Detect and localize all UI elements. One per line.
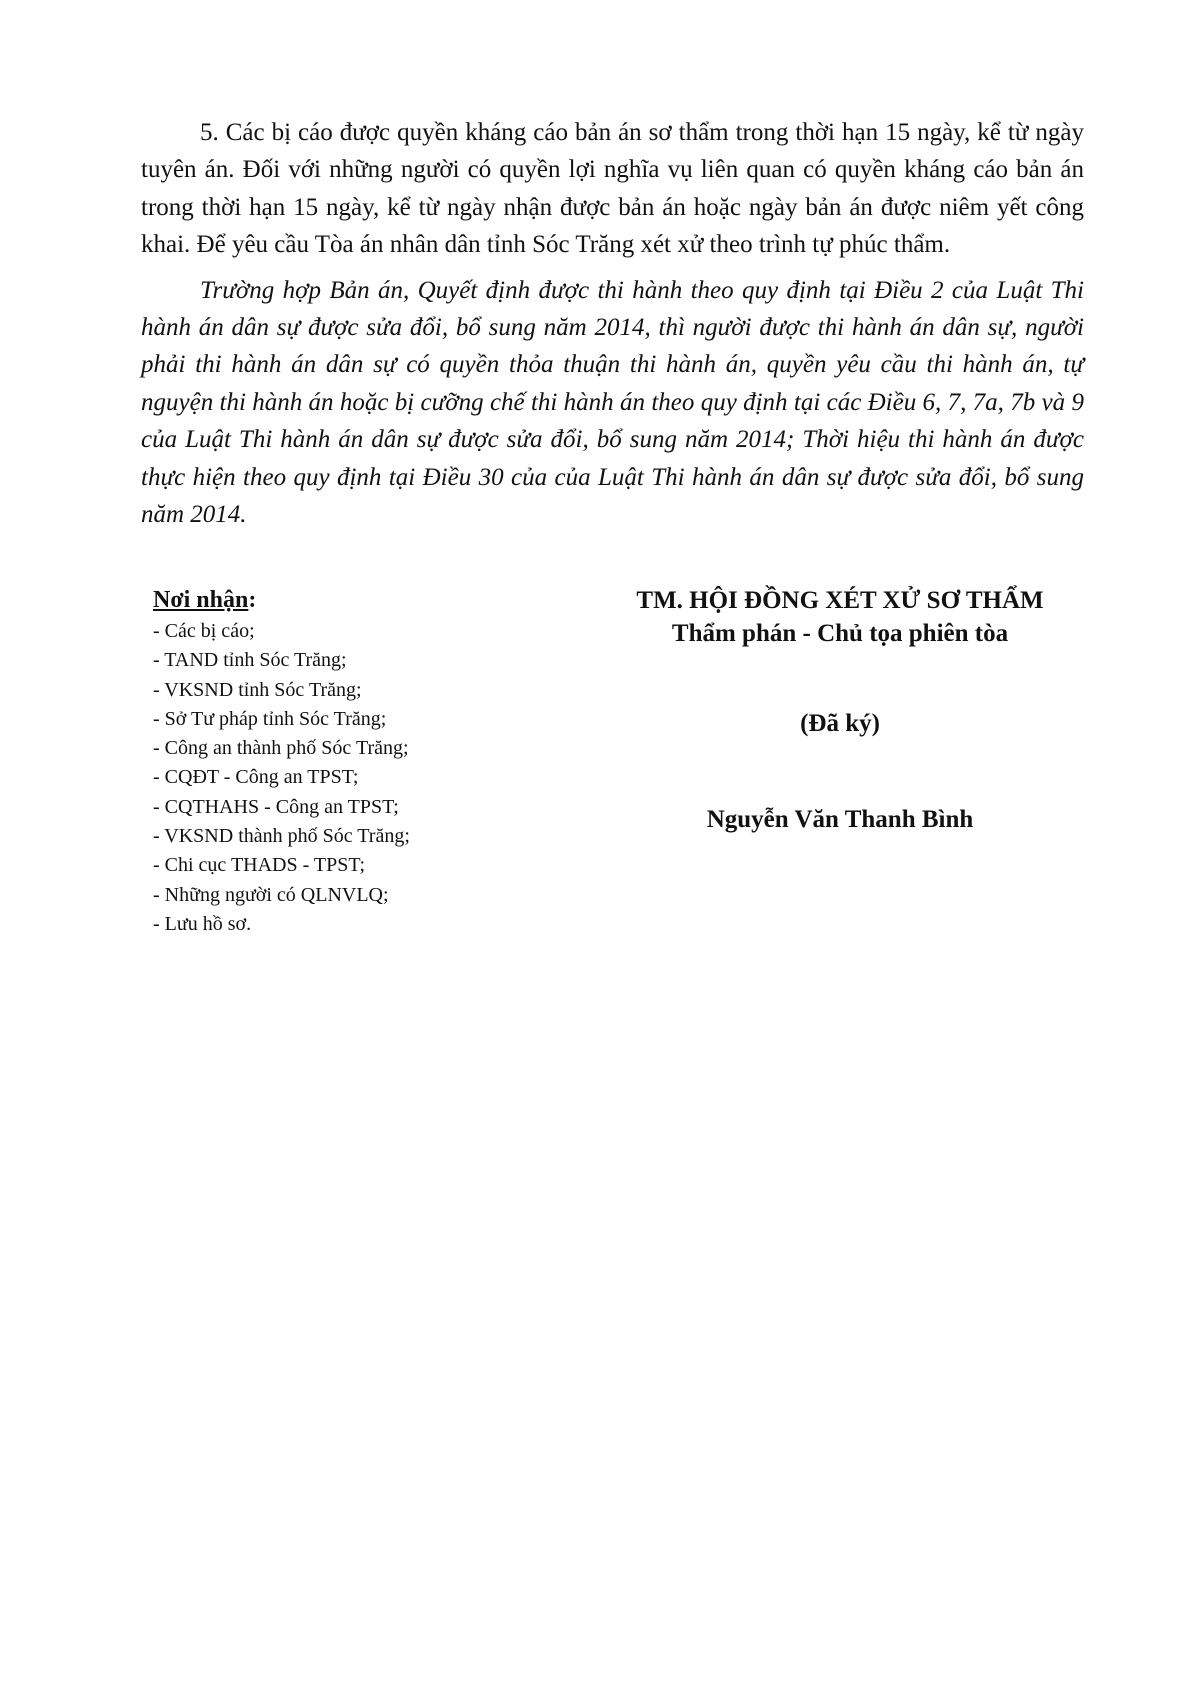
recipients-title: Nơi nhận — [153, 587, 249, 613]
appeal-rights-paragraph: 5. Các bị cáo được quyền kháng cáo bản án sơ thẩm trong thời hạn 15 ngày, kể từ ngày tuyên án. Đối với những người có quyền lợi nghĩa vụ liên quan có quyền kháng cáo bản án trong thời hạn 15 ngày, kể từ ngày nhận được bản án hoặc ngày bản án được niêm yết công khai. Để yêu cầu Tòa án nhân dân tỉnh Sóc Trăng xét xử theo trình tự phúc thẩm. — [141, 119, 1084, 259]
signer-name: Nguyễn Văn Thanh Bình — [706, 806, 974, 833]
recipients-list — [153, 617, 583, 939]
recipient-item: - Sở Tư pháp tỉnh Sóc Trăng; — [153, 707, 387, 730]
recipients-block — [153, 583, 583, 939]
enforcement-paragraph: Trường hợp Bản án, Quyết định được thi hành theo quy định tại Điều 2 của Luật Thi hành án dân sự được sửa đổi, bổ sung năm 2014, thì người được thi hành án dân sự, người phải thi hành án dân sự có quyền thỏa thuận thi hành án, quyền yêu cầu thi hành án, tự nguyện thi hành án hoặc bị cưỡng chế thi hành án theo quy định tại các Điều 6, 7, 7a, 7b và 9 của Luật Thi hành án dân sự được sửa đổi, bổ sung năm 2014; Thời hiệu thi hành án được thực hiện theo quy định tại Điều 30 của của Luật Thi hành án dân sự được sửa đổi, bổ sung năm 2014. — [141, 276, 1084, 529]
judgment-body — [141, 114, 1084, 541]
recipient-item: - Lưu hồ sơ. — [153, 912, 252, 935]
recipient-item: - Những người có QLNVLQ; — [153, 883, 389, 906]
signature-block — [600, 584, 1080, 836]
signature-role: Thẩm phán - Chủ tọa phiên tòa — [671, 620, 1009, 647]
recipient-item: - VKSND thành phố Sóc Trăng; — [153, 825, 410, 848]
recipient-item: - TAND tỉnh Sóc Trăng; — [153, 649, 347, 672]
recipient-item: - VKSND tỉnh Sóc Trăng; — [153, 678, 362, 701]
signature-organization: TM. HỘI ĐỒNG XÉT XỬ SƠ THẨM — [636, 587, 1044, 614]
recipients-colon: : — [248, 587, 257, 613]
signed-note: (Đã ký) — [800, 710, 880, 737]
recipients-heading — [153, 583, 583, 617]
recipient-item: - CQĐT - Công an TPST; — [153, 766, 359, 789]
recipient-item: - Công an thành phố Sóc Trăng; — [153, 737, 409, 760]
recipient-item: - CQTHAHS - Công an TPST; — [153, 795, 399, 818]
recipient-item: - Chi cục THADS - TPST; — [153, 854, 366, 877]
recipient-item: - Các bị cáo; — [153, 620, 255, 642]
